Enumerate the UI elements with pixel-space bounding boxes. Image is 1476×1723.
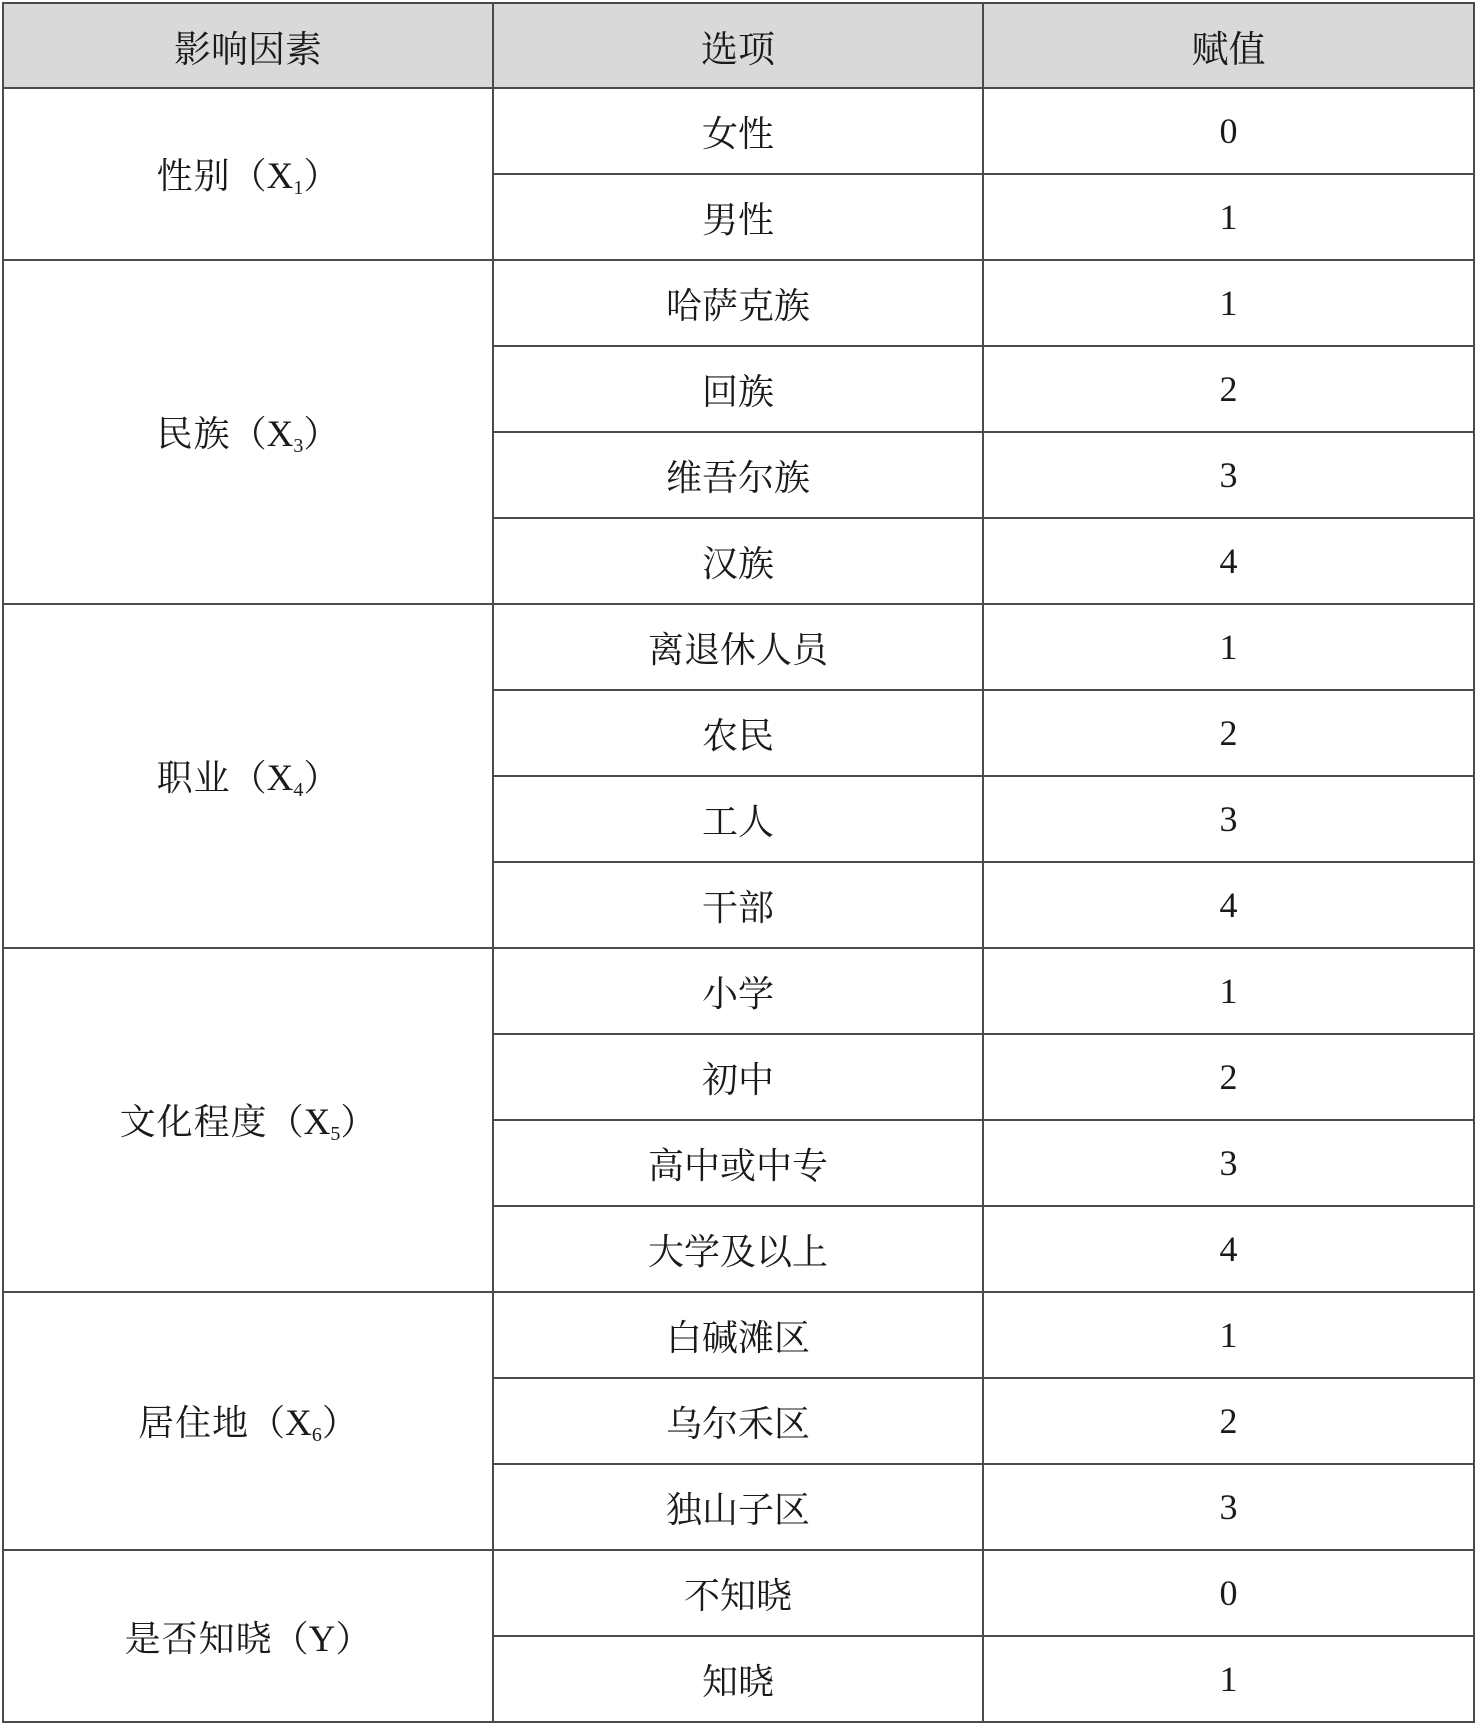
option-cell: 不知晓 [493,1550,983,1636]
value-cell: 3 [983,1464,1474,1550]
table-row [3,604,1474,690]
table-header [3,3,1474,88]
option-cell: 农民 [493,690,983,776]
option-cell: 哈萨克族 [493,260,983,346]
open-paren: （ [272,1618,309,1660]
table-row [3,1292,1474,1378]
header-value: 赋值 [983,3,1474,88]
variable-symbol: X [266,758,294,799]
header-row [3,3,1474,88]
factor-name: 是否知晓 [124,1618,273,1660]
option-cell: 白碱滩区 [493,1292,983,1378]
table-row [3,948,1474,1034]
value-cell: 1 [983,604,1474,690]
close-paren: ） [340,1102,377,1143]
value-cell: 2 [983,1378,1474,1464]
option-cell: 维吾尔族 [493,432,983,518]
variable-subscript: 6 [311,1424,322,1446]
variable-subscript: 3 [293,435,304,457]
variable-symbol: X [266,414,294,455]
table-row [3,1550,1474,1636]
close-paren: ） [321,1403,358,1444]
factor-name: 居住地 [138,1403,250,1444]
variable-symbol: X [285,1403,312,1444]
factor-cell [3,1550,493,1722]
value-cell: 1 [983,174,1474,260]
value-cell: 0 [983,1550,1474,1636]
value-cell: 0 [983,88,1474,174]
value-cell: 2 [983,346,1474,432]
variable-subscript: 4 [293,779,304,801]
open-paren: （ [230,758,267,799]
option-cell: 男性 [493,174,983,260]
option-cell: 大学及以上 [493,1206,983,1292]
table-body [3,88,1474,1722]
variable-subscript: 1 [293,177,304,199]
variable-assignment-table [2,2,1475,1723]
option-cell: 回族 [493,346,983,432]
close-paren: ） [303,156,340,197]
value-cell: 3 [983,776,1474,862]
factor-cell [3,260,493,604]
factor-name: 民族 [156,414,231,455]
open-paren: （ [230,156,267,197]
value-cell: 3 [983,432,1474,518]
option-cell: 汉族 [493,518,983,604]
value-cell: 4 [983,862,1474,948]
option-cell: 知晓 [493,1636,983,1722]
variable-subscript: 5 [330,1123,341,1145]
option-cell: 工人 [493,776,983,862]
factor-name: 职业 [156,758,231,799]
variable-symbol: Y [308,1618,336,1660]
option-cell: 独山子区 [493,1464,983,1550]
option-cell: 离退休人员 [493,604,983,690]
factor-cell [3,1292,493,1550]
open-paren: （ [267,1102,304,1143]
table-row [3,88,1474,174]
header-option: 选项 [493,3,983,88]
option-cell: 高中或中专 [493,1120,983,1206]
value-cell: 2 [983,1034,1474,1120]
value-cell: 4 [983,518,1474,604]
factor-cell [3,604,493,948]
option-cell: 小学 [493,948,983,1034]
factor-name: 文化程度 [119,1102,268,1143]
value-cell: 1 [983,948,1474,1034]
table-row [3,260,1474,346]
option-cell: 初中 [493,1034,983,1120]
factor-cell [3,88,493,260]
value-cell: 1 [983,1292,1474,1378]
value-cell: 2 [983,690,1474,776]
header-factor: 影响因素 [3,3,493,88]
option-cell: 女性 [493,88,983,174]
close-paren: ） [303,414,340,455]
value-cell: 1 [983,260,1474,346]
option-cell: 干部 [493,862,983,948]
close-paren: ） [303,758,340,799]
variable-symbol: X [303,1102,331,1143]
variable-symbol: X [266,156,294,197]
open-paren: （ [249,1403,286,1444]
factor-name: 性别 [156,156,231,197]
open-paren: （ [230,414,267,455]
close-paren: ） [335,1618,372,1660]
option-cell: 乌尔禾区 [493,1378,983,1464]
value-cell: 1 [983,1636,1474,1722]
value-cell: 3 [983,1120,1474,1206]
value-cell: 4 [983,1206,1474,1292]
factor-cell [3,948,493,1292]
